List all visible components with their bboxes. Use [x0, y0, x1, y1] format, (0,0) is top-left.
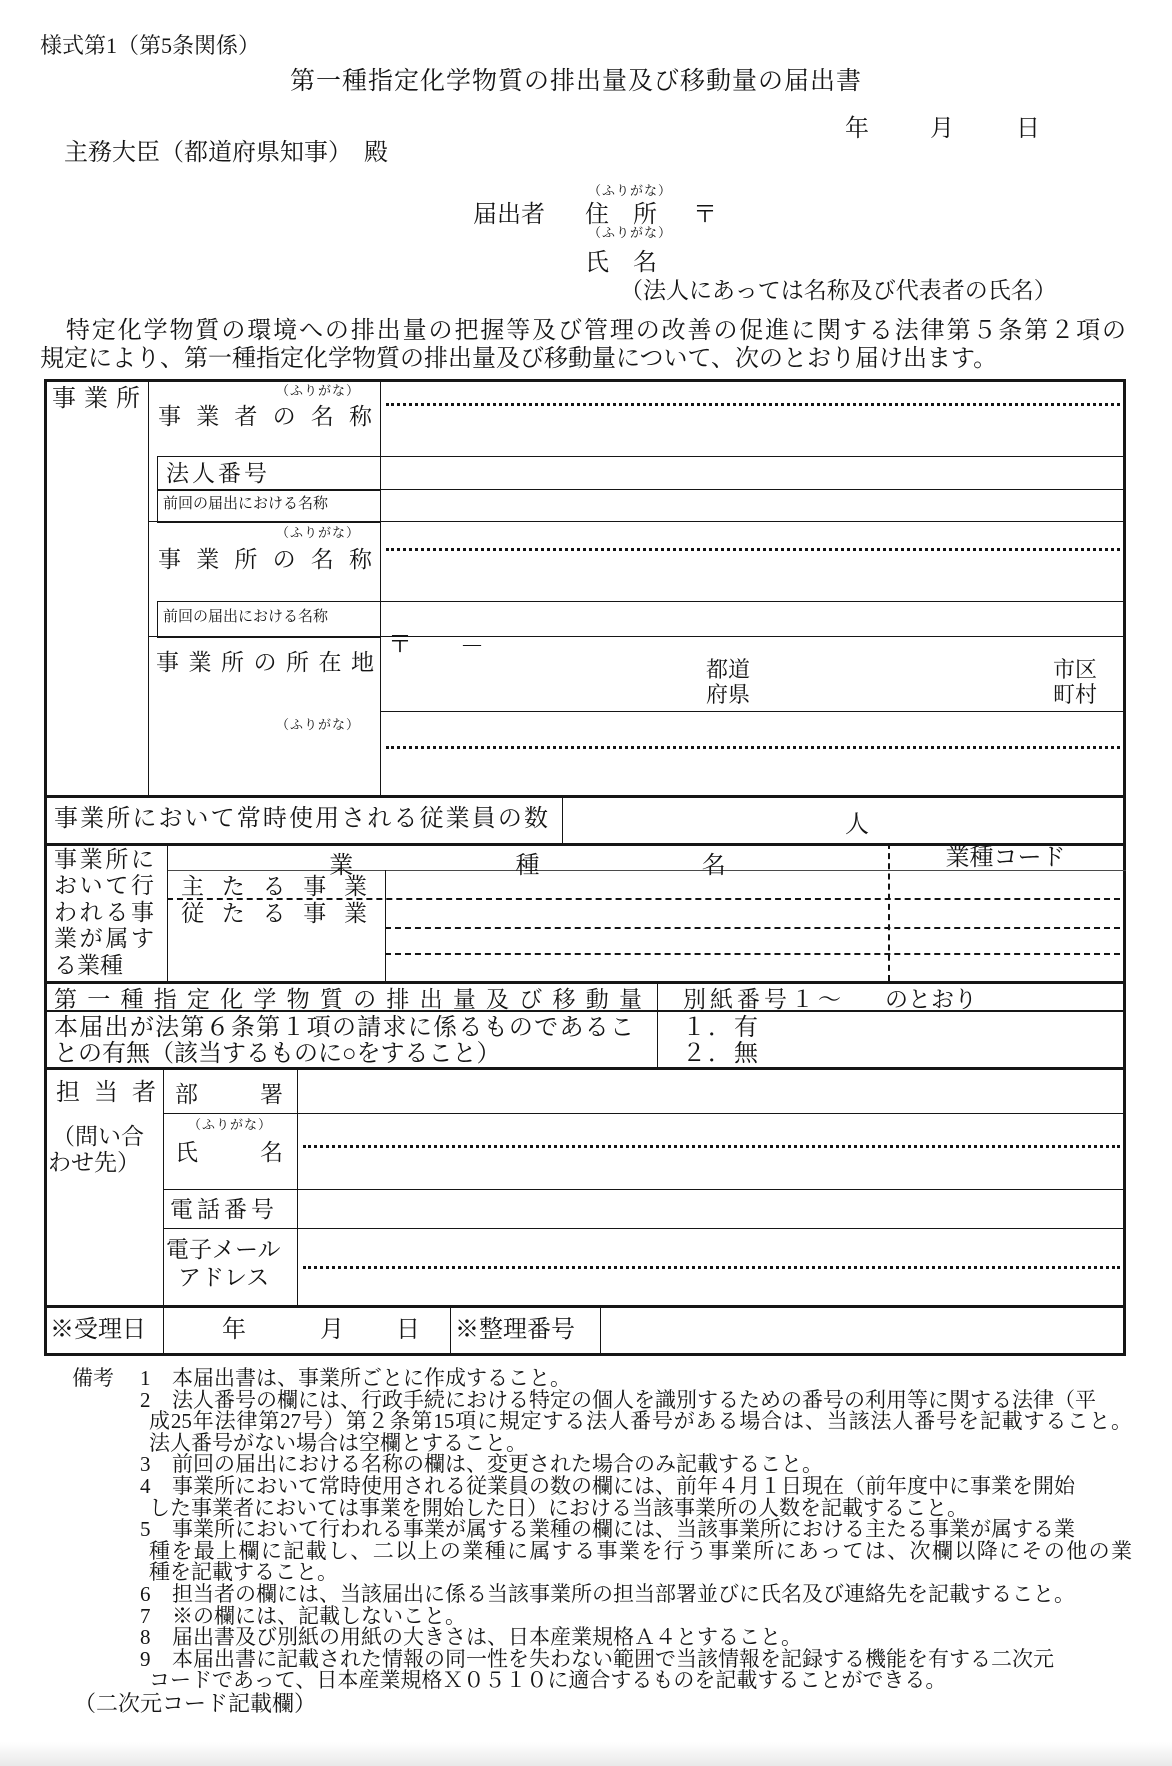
contact-note-line2: わせ先）	[48, 1150, 140, 1175]
receipt-date-label: ※受理日	[50, 1317, 146, 1343]
note-item: 3 前回の届出における名称の欄は、変更された場合のみ記載すること。	[140, 1452, 823, 1477]
location-postal-mark: 〒	[388, 632, 412, 658]
attachment-suffix-label: のとおり	[885, 987, 977, 1012]
contact-note-line1: （問い合	[52, 1124, 144, 1149]
furigana-line	[303, 1266, 1120, 1269]
rule	[148, 379, 149, 795]
contact-name-label: 氏名	[175, 1140, 283, 1165]
location-label: 事業所の所在地	[156, 650, 374, 675]
department-label: 部署	[175, 1082, 283, 1107]
date-month-label: 月	[930, 116, 954, 142]
industry-name-header-char: 名	[701, 853, 726, 879]
claim-option-yes: １．有	[682, 1015, 760, 1041]
claim-label-line2: との有無（該当するものに○をすること）	[54, 1041, 501, 1067]
corporate-number-label: 法人番号	[166, 461, 270, 486]
email-label-line1: 電子メール	[166, 1237, 281, 1262]
receipt-month-label: 月	[320, 1317, 344, 1343]
rule	[44, 1305, 1126, 1308]
rule	[163, 1189, 1126, 1190]
industry-name-header-char: 種	[515, 853, 540, 879]
note-item: 4 事業所において常時使用される従業員の数の欄には、前年４月１日現在（前年度中に事業を開始	[140, 1473, 1075, 1498]
rule	[385, 953, 1120, 955]
rule	[163, 1305, 164, 1353]
emissions-label: 第一種指定化学物質の排出量及び移動量	[54, 987, 642, 1012]
furigana-line	[386, 403, 1120, 406]
rule	[380, 711, 1126, 712]
prefecture-label-line2: 府県	[706, 682, 751, 707]
furigana-line	[386, 746, 1120, 749]
claim-label-line1: 本届出が法第６条第１項の請求に係るものであるこ	[54, 1015, 634, 1041]
previous-office-label: 前回の届出における名称	[163, 609, 329, 625]
notes-section: 備考 1 本届出書は、事業所ごとに作成すること。 2 法人番号の欄には、行政手続における特定の個人を識別するための番号の利用等に関する法律（平 成25年法律第27号）第２条第15項に規定する法人番号がある場合は、当該法人番号を記載すること。 法人番号がない場合は空欄とすること。 3 前回の届出における名称の欄は、変更された場合のみ記載すること。 4 事業所において常時使用される従業員の数の欄には、前年４月１日現在（前年度中に事業を開始 した事業者においては事業を開始した日）における当該事業所の人数を記載すること。 5 事業所において行われる事業が属する業種の欄には、当該事業所における主たる事業が属する業 種を最上欄に記載し、二以上の業種に属する事業を行う事業所にあっては、次欄以降にその他の業 種を記載すること。 6 担当者の欄には、当該届出に係る当該事業所の担当部署並びに氏名及び連絡先を記載すること。 7 ※の欄には、記載しないこと。 8 届出書及び別紙の用紙の大きさは、日本産業規格Ａ４とすること。 9 本届出書に記載された情報の同一性を失わない範囲で当該情報を記録する機能を有する二次元 コードであって、日本産業規格Ｘ０５１０に適合するものを記載することができる。	[72, 1366, 1132, 1693]
location-postal-dash: －	[460, 634, 484, 660]
date-year-label: 年	[845, 116, 869, 142]
rule	[562, 795, 563, 843]
preamble-line2: 規定により、第一種指定化学物質の排出量及び移動量について、次のとおり届け出ます。	[40, 346, 998, 372]
rule	[44, 1353, 1126, 1356]
submitter-label: 届出者	[473, 202, 545, 228]
prefecture-label-line1: 都道	[706, 657, 751, 682]
rule	[600, 1305, 601, 1353]
claim-option-no: ２．無	[682, 1041, 760, 1067]
rule	[297, 1067, 298, 1305]
office-name-label: 事業所の名称	[158, 547, 372, 572]
city-label-line1: 市区	[1053, 657, 1098, 682]
note-item: 2 法人番号の欄には、行政手続における特定の個人を識別するための番号の利用等に関する法律（平	[140, 1387, 1096, 1412]
submitter-address-furigana: （ふりがな）	[588, 183, 673, 198]
furigana-line	[386, 548, 1120, 551]
office-row-label: 事業所	[52, 386, 140, 412]
industry-row-label: 事業所において行われる事業が属する業種	[54, 847, 154, 978]
rule	[44, 379, 47, 1356]
page-title: 第一種指定化学物質の排出量及び移動量の届出書	[290, 68, 863, 95]
preamble-line1: 特定化学物質の環境への排出量の把握等及び管理の改善の促進に関する法律第５条第２項の	[40, 318, 1126, 344]
phone-label: 電話番号	[170, 1197, 274, 1222]
rule	[385, 927, 1120, 929]
rule	[1123, 379, 1126, 1356]
furigana-line	[303, 1145, 1120, 1148]
industry-code-header: 業種コード	[945, 845, 1066, 871]
note-item: 8 届出書及び別紙の用紙の大きさは、日本産業規格Ａ４とすること。	[140, 1625, 802, 1650]
date-day-label: 日	[1016, 116, 1040, 142]
office-furigana-label: （ふりがな）	[275, 525, 360, 540]
operator-furigana-label: （ふりがな）	[275, 383, 360, 398]
postal-mark: 〒	[693, 202, 717, 228]
rule	[44, 981, 1126, 984]
previous-operator-label: 前回の届出における名称	[163, 496, 329, 512]
submitter-name-furigana: （ふりがな）	[588, 225, 673, 240]
submitter-address-label: 住 所	[585, 202, 657, 228]
scan-edge-shade	[0, 1742, 1172, 1766]
notes-heading: 備考	[72, 1366, 114, 1390]
addressee: 主務大臣（都道府県知事） 殿	[64, 140, 388, 166]
rule	[163, 1067, 164, 1305]
qr-area-label: （二次元コード記載欄）	[74, 1691, 317, 1716]
rule	[385, 870, 386, 981]
primary-business-label: 主たる事業	[181, 874, 367, 899]
employees-label: 事業所において常時使用される従業員の数	[54, 806, 548, 832]
style-number: 様式第1（第5条関係）	[40, 33, 261, 58]
receipt-year-label: 年	[222, 1317, 246, 1343]
email-label-line2: アドレス	[178, 1265, 270, 1290]
operator-name-label: 事業者の名称	[158, 404, 372, 429]
note-item: 7 ※の欄には、記載しないこと。	[140, 1603, 466, 1628]
rule	[163, 1113, 1126, 1114]
note-item: 9 本届出書に記載された情報の同一性を失わない範囲で当該情報を記録する機能を有する二次元	[140, 1646, 1054, 1671]
submitter-name-label: 氏 名	[585, 250, 657, 276]
rule	[44, 795, 1126, 798]
industry-name-header-char: 業	[329, 853, 354, 879]
receipt-day-label: 日	[396, 1317, 420, 1343]
receipt-number-label: ※整理番号	[455, 1317, 575, 1343]
note-item: 備考 1 本届出書は、事業所ごとに作成すること。	[72, 1366, 571, 1390]
rule	[450, 1305, 451, 1353]
rule	[44, 379, 1126, 382]
note-item: 6 担当者の欄には、当該届出に係る当該事業所の担当部署並びに氏名及び連絡先を記載すること。	[140, 1581, 1075, 1606]
rule	[380, 379, 381, 795]
contact-row-label: 担当者	[56, 1080, 156, 1106]
contact-name-furigana: （ふりがな）	[187, 1117, 272, 1132]
rule	[657, 981, 658, 1067]
employees-unit-label: 人	[845, 812, 869, 838]
attachment-number-label: 別紙番号１～	[683, 987, 845, 1012]
rule	[163, 1228, 1126, 1229]
location-furigana-label: （ふりがな）	[275, 717, 360, 732]
city-label-line2: 町村	[1053, 682, 1098, 707]
secondary-business-label: 従たる事業	[181, 901, 367, 926]
note-item: 5 事業所において行われる事業が属する業種の欄には、当該事業所における主たる事業が属する業	[140, 1517, 1075, 1542]
corporate-note: （法人にあっては名称及び代表者の氏名）	[620, 278, 1057, 303]
